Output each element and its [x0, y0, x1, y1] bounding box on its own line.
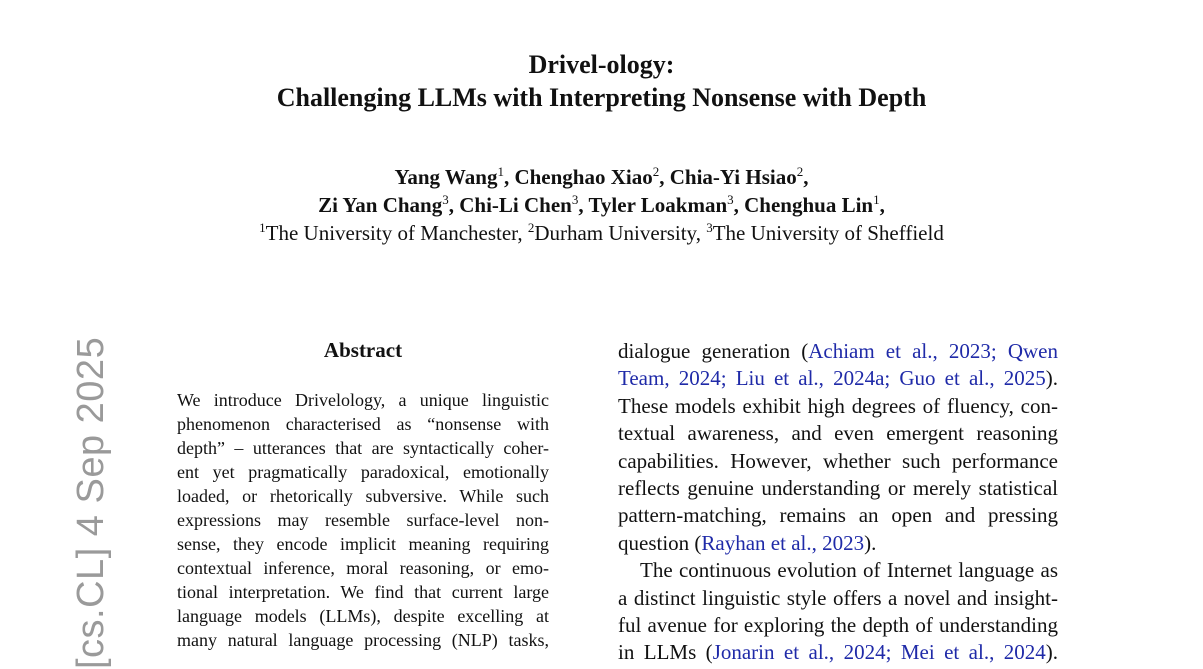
author-name: Chenghua Lin	[744, 193, 874, 217]
author-name: Chia-Yi Hsiao	[669, 165, 797, 189]
body-text: ).	[1045, 366, 1058, 391]
citation-link[interactable]: Achiam et al., 2023; Qwen	[808, 339, 1058, 363]
body-line: The continuous evolution of Internet language as	[640, 558, 1058, 583]
author-line-2	[0, 191, 1203, 219]
affiliation-mark: 3	[706, 220, 713, 235]
arxiv-stamp-text: [cs.CL] 4 Sep 2025	[70, 336, 112, 669]
affiliation-mark: 2	[527, 220, 535, 235]
body-column-right	[618, 338, 1058, 667]
affiliation-name: The University of Sheffield	[712, 221, 944, 245]
author-separator: ,	[733, 193, 745, 217]
abstract-line: sense, they encode implicit meaning requiring	[177, 534, 549, 554]
body-line: ful avenue for exploring the depth of understanding	[618, 613, 1058, 638]
citation-link[interactable]: Jonarin et al., 2024; Mei et al., 2024	[712, 640, 1046, 665]
body-text: ).	[1045, 640, 1059, 665]
abstract-line: phenomenon characterised as “nonsense with	[177, 414, 549, 434]
body-line: reflects genuine understanding or merely statistical	[618, 476, 1058, 501]
author-line-1	[0, 163, 1203, 191]
author-separator: ,	[503, 165, 515, 189]
paper-title	[0, 48, 1203, 114]
abstract-line: ent yet pragmatically paradoxical, emotionally	[177, 462, 549, 482]
title-line-2: Challenging LLMs with Interpreting Nonsense with Depth	[276, 83, 927, 112]
author-name: Chenghao Xiao	[514, 165, 653, 189]
body-text: question (	[618, 530, 702, 555]
author-name: Yang Wang	[394, 165, 498, 189]
title-line-1: Drivel-ology:	[528, 50, 675, 79]
author-block	[0, 163, 1203, 247]
abstract-line: expressions may resemble surface-level non-	[177, 510, 549, 530]
author-affiliation-mark: 1	[873, 192, 880, 207]
author-affiliation-mark: 3	[727, 192, 734, 207]
abstract-line: loaded, or rhetorically subversive. While such	[177, 486, 549, 506]
author-separator: ,	[803, 165, 809, 189]
affiliation-name: The University of Manchester	[265, 221, 518, 245]
body-line: a distinct linguistic style offers a novel and insight-	[618, 585, 1058, 610]
abstract-heading: Abstract	[323, 338, 403, 362]
body-line: pattern-matching, remains an open and pressing	[618, 503, 1058, 528]
author-separator: ,	[578, 193, 589, 217]
author-affiliation-mark: 3	[442, 192, 449, 207]
abstract-line: contextual inference, moral reasoning, or emo-	[177, 558, 549, 578]
arxiv-side-stamp	[26, 336, 112, 669]
author-name: Zi Yan Chang	[318, 193, 443, 217]
citation-link[interactable]: Rayhan et al., 2023	[701, 530, 865, 555]
author-separator: ,	[448, 193, 460, 217]
body-text: in LLMs (	[618, 640, 713, 665]
abstract-line: many natural language processing (NLP) tasks,	[177, 630, 549, 650]
body-line: These models exhibit high degrees of fluency, con-	[618, 393, 1058, 418]
body-line	[618, 530, 1058, 557]
body-line: capabilities. However, whether such performance	[618, 448, 1058, 473]
abstract-line: language models (LLMs), despite excelling at	[177, 606, 549, 626]
body-line: textual awareness, and even emergent reasoning	[618, 421, 1058, 446]
body-text: dialogue generation (	[618, 339, 809, 363]
affiliation-name: Durham University	[534, 221, 696, 245]
body-text: ).	[864, 530, 877, 555]
author-name: Tyler Loakman	[588, 193, 728, 217]
abstract-line: tional interpretation. We find that current large	[177, 582, 549, 602]
author-name: Chi-Li Chen	[459, 193, 572, 217]
author-separator: ,	[659, 165, 670, 189]
citation-link[interactable]: Team, 2024; Liu et al., 2024a; Guo et al., 2025	[618, 366, 1046, 391]
body-line	[618, 365, 1058, 392]
author-affiliation-mark: 3	[571, 192, 579, 207]
author-separator: ,	[879, 193, 885, 217]
body-line	[618, 639, 1058, 666]
affiliation-separator: ,	[517, 221, 528, 245]
affiliation-separator: ,	[695, 221, 707, 245]
body-line	[618, 338, 1058, 365]
abstract-body	[177, 388, 549, 652]
abstract-line: depth” – utterances that are syntactically coher-	[177, 438, 549, 458]
author-affiliation-mark: 2	[796, 164, 804, 179]
abstract-line: We introduce Drivelology, a unique linguistic	[177, 390, 549, 410]
affiliation-mark: 1	[259, 220, 266, 235]
affiliations-line	[0, 219, 1203, 247]
author-affiliation-mark: 1	[497, 164, 504, 179]
author-affiliation-mark: 2	[652, 164, 660, 179]
